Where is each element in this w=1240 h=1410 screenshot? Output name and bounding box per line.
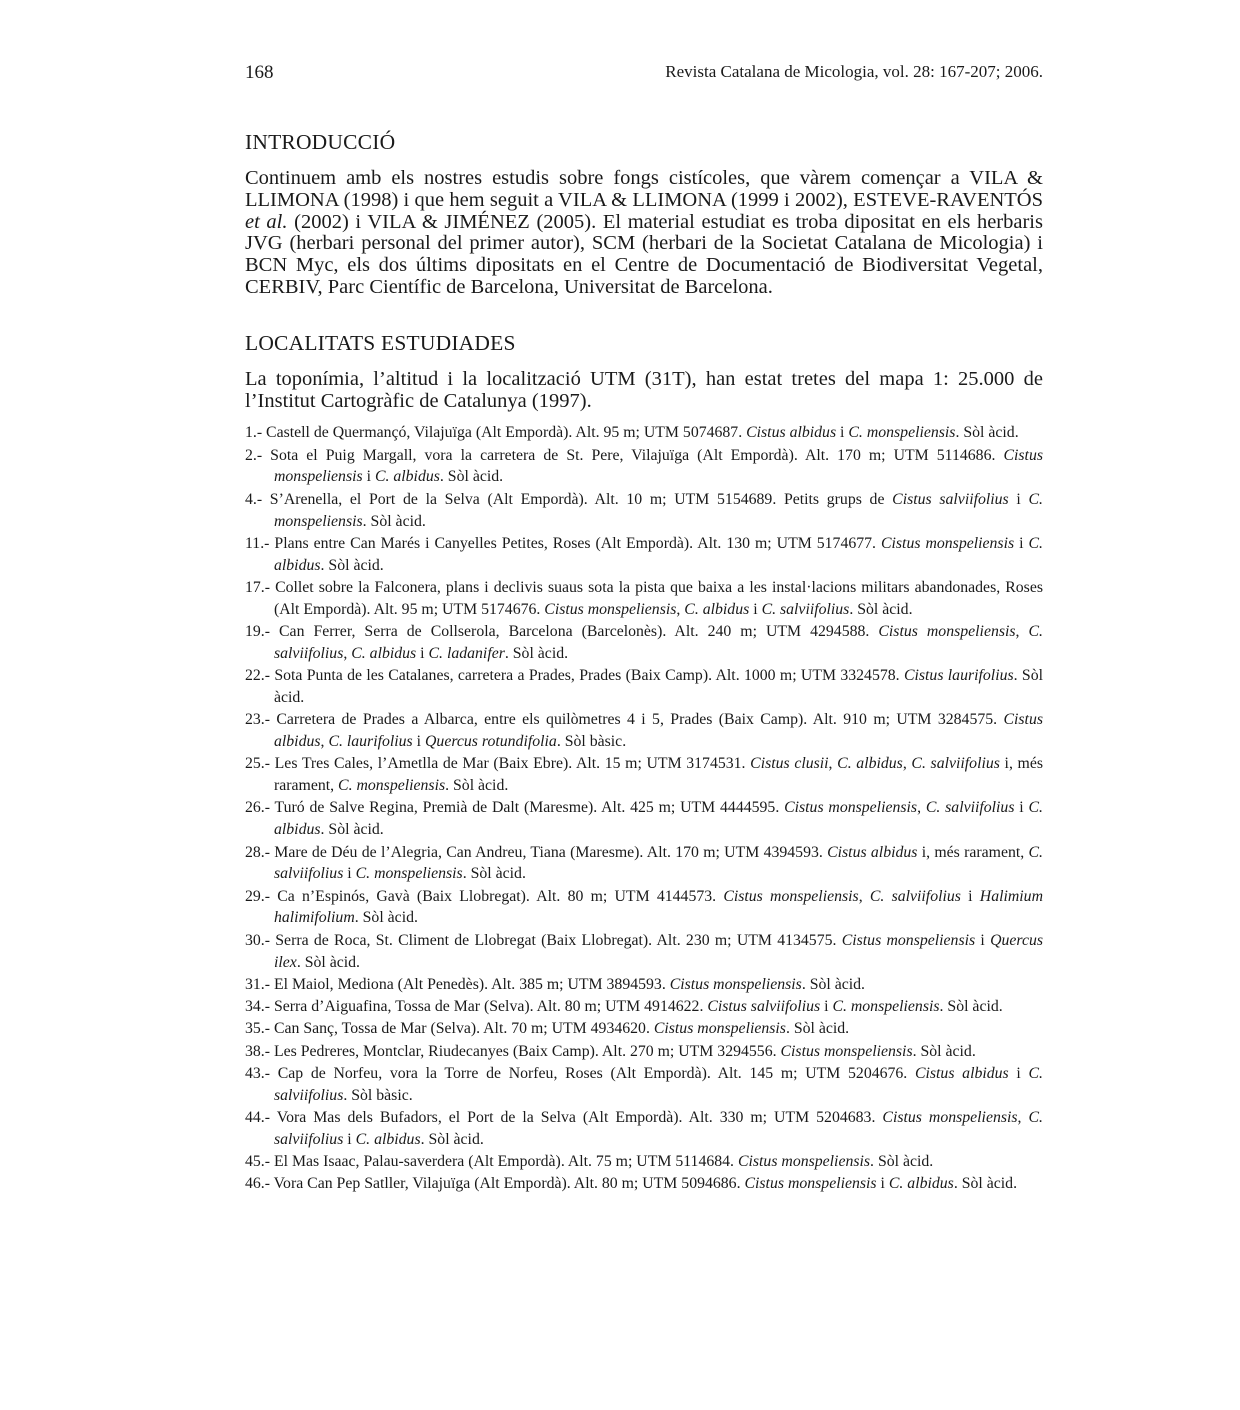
species-name: Cistus monspeliensis xyxy=(780,1042,913,1060)
species-name: C. monspeliensis xyxy=(848,424,956,442)
locality-text: i xyxy=(876,1175,889,1193)
species-name: C. laurifolius xyxy=(328,733,413,751)
localities-intro: La toponímia, l’altitud i la localització UTM (31T), han estat tretes del mapa 1: 25.000 de l’Institut Cartogràfic de Catalunya (1997). xyxy=(245,367,1043,412)
species-name: Quercus ilex xyxy=(274,931,1044,971)
species-name: C. salviifolius xyxy=(274,843,1043,883)
species-name: Cistus monspeliensis xyxy=(723,887,859,905)
intro-paragraph xyxy=(245,168,1043,299)
locality-text: . Sòl àcid. xyxy=(939,998,1003,1016)
locality-item xyxy=(245,797,1043,841)
locality-text: i xyxy=(362,468,375,486)
species-name: Cistus monspeliensis xyxy=(744,1175,877,1193)
locality-text: , xyxy=(858,887,870,905)
locality-text: 19.- Can Ferrer, Serra de Collserola, Barcelona (Barcelonès). Alt. 240 m; UTM 4294588. xyxy=(245,623,879,641)
locality-text: . Sòl bàsic. xyxy=(556,733,627,751)
locality-text: 34.- Serra d’Aiguafina, Tossa de Mar (Selva). Alt. 80 m; UTM 4914622. xyxy=(245,998,708,1016)
locality-text: 2.- Sota el Puig Margall, vora la carretera de St. Pere, Vilajuïga (Alt Empordà). Alt. 170 m; UTM 5114686. xyxy=(245,446,1004,464)
locality-text: . Sòl àcid. xyxy=(445,777,509,795)
locality-text: 4.- S’Arenella, el Port de la Selva (Alt Empordà). Alt. 10 m; UTM 5154689. Petits grups de xyxy=(245,490,893,508)
locality-text: 35.- Can Sanç, Tossa de Mar (Selva). Alt. 70 m; UTM 4934620. xyxy=(245,1020,654,1038)
species-name: C. albidus xyxy=(274,799,1044,839)
locality-text: i xyxy=(1008,490,1029,508)
locality-item xyxy=(245,1173,1043,1195)
journal-reference: Revista Catalana de Micologia, vol. 28: 167-207; 2006. xyxy=(665,62,1043,81)
locality-text: . Sòl àcid. xyxy=(953,1175,1018,1193)
locality-text: , xyxy=(1015,623,1029,641)
species-name: Cistus albidus xyxy=(827,843,918,861)
page-number: 168 xyxy=(245,62,274,83)
section-title-localitats: LOCALITATS ESTUDIADES xyxy=(245,330,516,355)
species-name: Quercus rotundifolia xyxy=(425,733,557,751)
species-name: Cistus monspeliensis xyxy=(878,623,1016,641)
species-name: C. albidus xyxy=(351,644,417,662)
locality-text: . Sòl àcid. xyxy=(354,909,418,927)
locality-text: . Sòl àcid. xyxy=(439,468,504,486)
section-title-introduccio: INTRODUCCIÓ xyxy=(245,130,396,154)
species-name: C. salviifolius xyxy=(274,623,1044,662)
locality-text: i, més rarament, xyxy=(917,843,1029,861)
locality-text: , xyxy=(343,644,352,662)
species-name: C. monspeliensis xyxy=(355,865,463,883)
locality-text: i xyxy=(412,733,426,751)
locality-text: 23.- Carretera de Prades a Albarca, entre els quilòmetres 4 i 5, Prades (Baix Camp). Alt. 910 m; UTM 3284575. xyxy=(245,711,1004,729)
locality-text: i, més rarament, xyxy=(274,755,1043,795)
locality-item xyxy=(245,422,1043,444)
intro-text-a: Continuem amb els nostres estudis sobre fongs cistícoles, que vàrem començar a VILA & LLIMONA (1998) i que hem seguit a VILA & LLIMONA (1999 i 2002), ESTEVE-RAVENTÓS xyxy=(245,167,1043,211)
species-name: C. salviifolius xyxy=(925,799,1015,817)
locality-text: . Sòl àcid. xyxy=(274,667,1043,706)
locality-text: 1.- Castell de Quermançó, Vilajuïga (Alt Empordà). Alt. 95 m; UTM 5074687. xyxy=(245,424,747,442)
locality-item xyxy=(245,1018,1043,1040)
locality-item xyxy=(245,709,1043,753)
species-name: C. salviifolius xyxy=(274,1064,1043,1104)
species-name: Cistus albidus xyxy=(274,711,1043,751)
locality-text: i xyxy=(836,424,849,442)
species-name: C. salviifolius xyxy=(761,600,850,618)
species-name: Cistus monspeliensis xyxy=(653,1020,786,1038)
species-name: Cistus monspeliensis xyxy=(880,534,1015,552)
locality-text: . Sòl àcid. xyxy=(912,1042,976,1060)
locality-text: 25.- Les Tres Cales, l’Ametlla de Mar (Baix Ebre). Alt. 15 m; UTM 3174531. xyxy=(245,755,751,773)
journal-page xyxy=(245,62,1043,1195)
localities-list xyxy=(245,422,1043,1195)
species-name: Cistus salviifolius xyxy=(892,490,1009,508)
locality-text: . Sòl àcid. xyxy=(849,600,913,618)
species-name: C. ladanifer xyxy=(428,644,505,662)
locality-text: 45.- El Mas Isaac, Palau-saverdera (Alt Empordà). Alt. 75 m; UTM 5114684. xyxy=(245,1153,738,1171)
locality-text: i xyxy=(975,931,991,949)
locality-text: , xyxy=(917,799,926,817)
species-name: C. albidus xyxy=(837,755,903,773)
running-head xyxy=(245,62,1043,90)
locality-item xyxy=(245,1041,1043,1063)
locality-text: , xyxy=(320,733,329,751)
locality-text: i xyxy=(1008,1064,1029,1082)
locality-text: , xyxy=(828,755,838,773)
locality-item xyxy=(245,665,1043,709)
locality-text: 29.- Ca n’Espinós, Gavà (Baix Llobregat). Alt. 80 m; UTM 4144573. xyxy=(245,887,724,905)
locality-text: i xyxy=(1014,799,1029,817)
locality-text: 26.- Turó de Salve Regina, Premià de Dalt (Maresme). Alt. 425 m; UTM 4444595. xyxy=(245,799,785,817)
species-name: Halimium halimifolium xyxy=(274,887,1043,927)
locality-text: 11.- Plans entre Can Marés i Canyelles Petites, Roses (Alt Empordà). Alt. 130 m; UTM 5174677. xyxy=(245,534,881,552)
locality-text: . Sòl àcid. xyxy=(420,1130,484,1148)
locality-text: 30.- Serra de Roca, St. Climent de Llobregat (Baix Llobregat). Alt. 230 m; UTM 4134575. xyxy=(245,931,842,949)
locality-item xyxy=(245,996,1043,1018)
locality-text: , xyxy=(1017,1109,1029,1127)
species-name: C. albidus xyxy=(888,1175,954,1193)
species-name: C. monspeliensis xyxy=(832,998,940,1016)
locality-text: i xyxy=(343,865,356,883)
locality-item xyxy=(245,1107,1043,1151)
locality-text: i xyxy=(749,600,762,618)
species-name: Cistus laurifolius xyxy=(903,667,1014,685)
locality-item xyxy=(245,1151,1043,1173)
locality-text: 44.- Vora Mas dels Bufadors, el Port de la Selva (Alt Empordà). Alt. 330 m; UTM 5204683. xyxy=(245,1109,883,1127)
locality-text: . Sòl àcid. xyxy=(296,953,360,971)
locality-text: i xyxy=(960,887,980,905)
locality-text: i xyxy=(416,644,429,662)
locality-item xyxy=(245,842,1043,886)
locality-item xyxy=(245,886,1043,930)
locality-text: 31.- El Maiol, Mediona (Alt Penedès). Alt. 385 m; UTM 3894593. xyxy=(245,975,670,993)
locality-text: , xyxy=(676,600,685,618)
species-name: C. salviifolius xyxy=(911,755,1000,773)
locality-item xyxy=(245,930,1043,974)
species-name: Cistus monspeliensis xyxy=(784,799,918,817)
locality-item xyxy=(245,445,1043,489)
locality-item xyxy=(245,533,1043,577)
species-name: Cistus monspeliensis xyxy=(882,1109,1018,1127)
species-name: C. albidus xyxy=(355,1130,421,1148)
locality-text: . Sòl àcid. xyxy=(320,556,384,574)
locality-item xyxy=(245,974,1043,996)
species-name: Cistus monspeliensis xyxy=(274,446,1043,486)
species-name: Cistus albidus xyxy=(914,1064,1009,1082)
species-name: Cistus clusii xyxy=(750,755,829,773)
species-name: Cistus salviifolius xyxy=(707,998,821,1016)
locality-item xyxy=(245,489,1043,533)
locality-text: 43.- Cap de Norfeu, vora la Torre de Norfeu, Roses (Alt Empordà). Alt. 145 m; UTM 5204676. xyxy=(245,1064,915,1082)
species-name: C. monspeliensis xyxy=(338,777,446,795)
intro-text-etal: et al. xyxy=(245,210,288,233)
locality-text: . Sòl bàsic. xyxy=(343,1086,413,1104)
species-name: Cistus monspeliensis xyxy=(737,1153,871,1171)
locality-text: . Sòl àcid. xyxy=(870,1153,934,1171)
locality-text: . Sòl àcid. xyxy=(955,424,1019,442)
locality-item xyxy=(245,621,1043,665)
species-name: Cistus albidus xyxy=(746,424,837,442)
species-name: C. salviifolius xyxy=(869,887,961,905)
species-name: C. monspeliensis xyxy=(274,490,1043,530)
locality-text: . Sòl àcid. xyxy=(462,865,526,883)
intro-text-b: (2002) i VILA & JIMÉNEZ (2005). El material estudiat es troba dipositat en els herbaris JVG (herbari personal del primer autor), SCM (herbari de la Societat Catalana de Micologia) i BCN Myc, els dos últims dipositats en el Centre de Documentació de Biodiversitat Vegetal, CERBIV, Parc Científic de Barcelona, Universitat de Barcelona. xyxy=(245,210,1043,298)
locality-text: . Sòl àcid. xyxy=(785,1020,850,1038)
locality-text: i xyxy=(343,1130,356,1148)
species-name: Cistus monspeliensis xyxy=(544,600,677,618)
locality-text: 22.- Sota Punta de les Catalanes, carretera a Prades, Prades (Baix Camp). Alt. 1000 m; UTM 3324578. xyxy=(245,667,904,685)
locality-item xyxy=(245,1063,1043,1107)
species-name: C. albidus xyxy=(274,534,1043,574)
locality-text: , xyxy=(902,755,912,773)
species-name: C. salviifolius xyxy=(274,1109,1043,1148)
locality-text: . Sòl àcid. xyxy=(362,512,426,530)
locality-text: i xyxy=(1014,534,1029,552)
species-name: C. albidus xyxy=(684,600,750,618)
locality-text: i xyxy=(820,998,833,1016)
locality-text: 28.- Mare de Déu de l’Alegria, Can Andreu, Tiana (Maresme). Alt. 170 m; UTM 4394593. xyxy=(245,843,828,861)
locality-item xyxy=(245,753,1043,797)
locality-item xyxy=(245,577,1043,621)
locality-text: 17.- Collet sobre la Falconera, plans i declivis suaus sota la pista que baixa a les instal·lacions militars abandonades, Roses (Alt Empordà). Alt. 95 m; UTM 5174676. xyxy=(245,578,1043,618)
locality-text: 46.- Vora Can Pep Satller, Vilajuïga (Alt Empordà). Alt. 80 m; UTM 5094686. xyxy=(245,1175,745,1193)
species-name: Cistus monspeliensis xyxy=(841,931,976,949)
locality-text: . Sòl àcid. xyxy=(320,821,384,839)
locality-text: 38.- Les Pedreres, Montclar, Riudecanyes (Baix Camp). Alt. 270 m; UTM 3294556. xyxy=(245,1042,781,1060)
species-name: C. albidus xyxy=(374,468,440,486)
species-name: Cistus monspeliensis xyxy=(669,975,802,993)
locality-text: . Sòl àcid. xyxy=(801,975,865,993)
locality-text: . Sòl àcid. xyxy=(504,644,569,662)
